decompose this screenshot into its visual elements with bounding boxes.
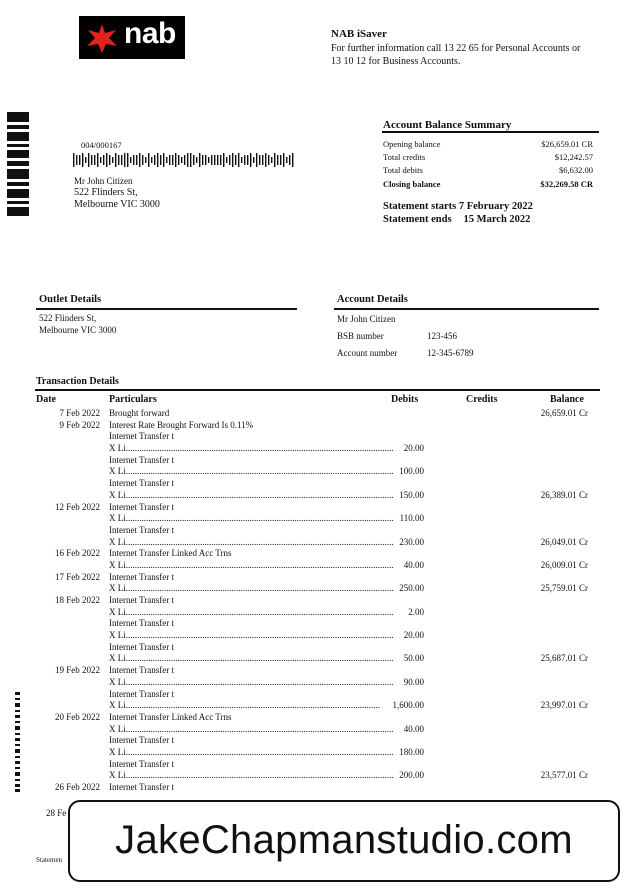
transactions-divider (35, 389, 600, 391)
customer-name: Mr John Citizen (74, 176, 133, 186)
header-particulars: Particulars (109, 394, 157, 405)
transaction-row (0, 583, 633, 595)
barcode-bar (202, 155, 203, 165)
transaction-row (0, 782, 633, 794)
transaction-row (0, 548, 633, 560)
summary-value: $6,632.00 (559, 165, 593, 176)
transaction-reference: X Li ..... (109, 490, 394, 502)
barcode-bar (241, 157, 242, 163)
transaction-row (0, 665, 633, 677)
barcode-bar (286, 157, 287, 163)
summary-value: $12,242.57 (554, 152, 593, 163)
mailing-code: 004/000167 (81, 140, 122, 150)
barcode-bar (274, 153, 275, 167)
transaction-reference: X Li ..... (109, 770, 394, 782)
transaction-row (0, 595, 633, 607)
account-divider (334, 308, 599, 310)
barcode-bar (103, 155, 104, 165)
barcode-bar (190, 153, 191, 167)
star-icon (85, 23, 119, 53)
transaction-date: 26 Feb 2022 (55, 782, 100, 792)
transaction-date: 20 Feb 2022 (55, 711, 100, 722)
transaction-row (0, 712, 633, 724)
transaction-row (0, 677, 633, 689)
transaction-particulars: Internet Transfer Linked Acc Trns (109, 711, 232, 722)
transaction-row (0, 490, 633, 502)
transaction-row (0, 537, 633, 549)
transaction-date: 12 Feb 2022 (55, 501, 100, 512)
outlet-divider (36, 308, 297, 310)
transaction-balance: 26,049.01 Cr (540, 536, 588, 547)
transaction-row (0, 502, 633, 514)
transaction-row (0, 724, 633, 736)
transaction-particulars: Internet Transfer Linked Acc Trns (109, 548, 232, 559)
barcode-bar (268, 155, 269, 165)
transaction-row (0, 700, 633, 712)
barcode-bar (259, 155, 260, 165)
barcode-bar (127, 153, 128, 167)
barcode-bar (280, 155, 281, 165)
barcode-bar (73, 153, 74, 167)
start-date: 7 February 2022 (458, 201, 533, 212)
barcode-bar (145, 157, 146, 163)
transaction-particulars: Internet Transfer t (109, 524, 174, 535)
barcode-bar (178, 155, 179, 165)
barcode-bar (172, 155, 173, 165)
summary-title: Account Balance Summary (383, 119, 512, 131)
outlet-title: Outlet Details (39, 294, 102, 305)
barcode-bar (94, 155, 95, 165)
watermark-banner: JakeChapmanstudio.com (68, 800, 620, 882)
transaction-debit: 110.00 (394, 513, 424, 525)
barcode-bar (217, 155, 218, 165)
transaction-row (0, 759, 633, 771)
transaction-row (0, 455, 633, 467)
transaction-reference: X Li ..... (109, 747, 394, 759)
transaction-debit: 200.00 (394, 770, 424, 782)
transaction-row (0, 408, 633, 420)
barcode-bar (196, 157, 197, 163)
transaction-particulars: Internet Transfer t (109, 571, 174, 582)
transaction-particulars: Internet Transfer t (109, 454, 174, 465)
transaction-particulars: Brought forward (109, 408, 170, 418)
outlet-street: 522 Flinders St, (39, 313, 97, 323)
transaction-row (0, 607, 633, 619)
barcode-bar (289, 155, 290, 165)
transaction-row (0, 642, 633, 654)
transaction-particulars: Internet Transfer t (109, 665, 174, 676)
transaction-reference: X Li ..... (109, 607, 394, 619)
bsb-label: BSB number (337, 331, 384, 341)
barcode-bar (79, 155, 80, 165)
logo-text: nab (124, 17, 176, 50)
transaction-reference: X Li ..... (109, 677, 394, 689)
transaction-balance: 25,759.01 Cr (540, 583, 588, 594)
barcode-bar (169, 155, 170, 165)
barcode-bar (250, 153, 251, 167)
account-number-row (337, 348, 474, 365)
transaction-particulars: Internet Transfer t (109, 431, 174, 442)
transaction-debit: 20.00 (394, 443, 424, 455)
postal-barcode (73, 153, 295, 169)
barcode-bar (283, 153, 284, 167)
account-name: Mr John Citizen (337, 314, 396, 324)
transaction-particulars: Internet Transfer t (109, 641, 174, 652)
transaction-debit: 100.00 (394, 466, 424, 478)
transaction-balance: 26,009.01 Cr (540, 559, 588, 570)
barcode-bar (223, 153, 224, 167)
transaction-row (0, 689, 633, 701)
barcode-bar (148, 153, 149, 167)
barcode-bar (235, 155, 236, 165)
barcode-bar (97, 153, 98, 167)
transaction-reference: X Li ..... (109, 443, 394, 455)
transaction-debit: 40.00 (394, 560, 424, 572)
product-info: For further information call 13 22 65 for Personal Accounts or 13 10 12 for Business Accounts. (331, 43, 581, 67)
barcode-bar (187, 153, 188, 167)
transaction-reference: X Li ..... (109, 537, 394, 549)
summary-row (383, 150, 593, 163)
summary-label: Total credits (383, 152, 426, 163)
transaction-row (0, 770, 633, 782)
barcode-bar (115, 153, 116, 167)
outlet-city: Melbourne VIC 3000 (39, 325, 117, 335)
transaction-debit: 230.00 (394, 537, 424, 549)
end-label: Statement ends (383, 214, 452, 225)
transaction-row (0, 513, 633, 525)
statement-period (383, 200, 533, 226)
barcode-bar (214, 155, 215, 165)
transactions-title: Transaction Details (36, 376, 119, 387)
summary-label: Closing balance (383, 178, 441, 189)
transaction-date: 7 Feb 2022 (59, 408, 100, 418)
barcode-bar (292, 153, 293, 167)
transaction-particulars: Internet Transfer t (109, 595, 174, 605)
bsb-value: 123-456 (427, 331, 457, 341)
barcode-bar (232, 153, 233, 167)
barcode-bar (262, 155, 263, 165)
barcode-bar (205, 155, 206, 165)
barcode-bar (133, 155, 134, 165)
barcode-bar (229, 155, 230, 165)
barcode-bar (112, 157, 113, 163)
summary-row (383, 164, 593, 177)
transaction-date: 16 Feb 2022 (55, 548, 100, 559)
summary-row (383, 137, 593, 150)
transaction-row (0, 560, 633, 572)
barcode-bar (109, 155, 110, 165)
barcode-bar (139, 153, 140, 167)
transaction-row (0, 735, 633, 747)
transaction-date: 19 Feb 2022 (55, 665, 100, 676)
summary-value: $32,269.58 CR (540, 178, 593, 189)
barcode-bar (184, 155, 185, 165)
transaction-debit: 180.00 (394, 747, 424, 759)
transaction-particulars: Interest Rate Brought Forward Is 0.11% (109, 419, 254, 430)
transaction-particulars: Internet Transfer t (109, 782, 174, 792)
transaction-debit: 2.00 (394, 607, 424, 619)
transaction-particulars: Internet Transfer t (109, 735, 174, 746)
transaction-row (0, 443, 633, 455)
transaction-reference: X Li ..... (109, 560, 394, 572)
account-title: Account Details (337, 294, 408, 305)
barcode-bar (160, 155, 161, 165)
transaction-particulars: Internet Transfer t (109, 478, 174, 489)
summary-row (383, 177, 593, 190)
transaction-row (0, 466, 633, 478)
summary-label: Total debits (383, 165, 423, 176)
transaction-reference: X Li ..... (109, 466, 394, 478)
barcode-bar (220, 155, 221, 165)
transaction-reference: X Li ..... (109, 724, 394, 736)
transaction-debit: 90.00 (394, 677, 424, 689)
barcode-bar (271, 157, 272, 163)
barcode-bar (181, 157, 182, 163)
outlet-address (39, 312, 116, 336)
barcode-bar (106, 153, 107, 167)
barcode-bar (151, 157, 152, 163)
product-name: NAB iSaver (331, 28, 387, 40)
barcode-bar (166, 157, 167, 163)
start-label: Statement starts (383, 201, 457, 212)
barcode-bar (85, 157, 86, 163)
barcode-bar (265, 153, 266, 167)
transaction-particulars: Internet Transfer t (109, 501, 174, 512)
header-date: Date (36, 394, 56, 405)
end-date: 15 March 2022 (463, 214, 531, 225)
address-street: 522 Flinders St, (74, 187, 138, 198)
account-number-label: Account number (337, 348, 398, 358)
hidden-row-date: 28 Fe (46, 808, 67, 818)
transaction-date: 18 Feb 2022 (55, 595, 100, 605)
barcode-bar (244, 155, 245, 165)
barcode-bar (199, 153, 200, 167)
barcode-bar (88, 153, 89, 167)
barcode-bar (253, 157, 254, 163)
barcode-bar (136, 155, 137, 165)
transactions-header (36, 394, 588, 406)
barcode-bar (175, 153, 176, 167)
barcode-bar (238, 153, 239, 167)
transaction-reference: X Li ..... (109, 583, 394, 595)
transaction-row (0, 630, 633, 642)
transaction-debit: 50.00 (394, 653, 424, 665)
nab-logo (79, 16, 185, 59)
transaction-debit: 250.00 (394, 583, 424, 595)
transaction-particulars: Internet Transfer t (109, 688, 174, 699)
summary-table (383, 137, 593, 191)
transaction-date: 17 Feb 2022 (55, 571, 100, 582)
barcode-bar (154, 155, 155, 165)
barcode-bar (193, 155, 194, 165)
barcode-bar (118, 155, 119, 165)
account-info (337, 314, 474, 365)
transaction-row (0, 525, 633, 537)
transaction-reference: X Li ..... (109, 513, 394, 525)
side-barcode-top (7, 112, 29, 216)
barcode-bar (121, 155, 122, 165)
transaction-balance: 26,389.01 Cr (540, 489, 588, 500)
summary-label: Opening balance (383, 138, 441, 149)
transaction-date: 9 Feb 2022 (59, 419, 100, 430)
barcode-bar (247, 155, 248, 165)
barcode-bar (82, 153, 83, 167)
transaction-reference: X Li ..... (109, 630, 394, 642)
transactions-table (0, 408, 633, 803)
transaction-debit: 150.00 (394, 490, 424, 502)
barcode-bar (76, 155, 77, 165)
transaction-balance: 23,577.01 Cr (540, 770, 588, 781)
barcode-bar (124, 153, 125, 167)
barcode-bar (208, 157, 209, 163)
transaction-balance: 25,687.01 Cr (540, 653, 588, 664)
barcode-bar (226, 157, 227, 163)
barcode-bar (91, 155, 92, 165)
summary-divider (382, 131, 599, 133)
transaction-particulars: Internet Transfer t (109, 618, 174, 629)
transaction-debit: 40.00 (394, 724, 424, 736)
transaction-balance: 26,659.01 Cr (540, 408, 588, 418)
header-credits: Credits (466, 394, 498, 405)
barcode-bar (142, 155, 143, 165)
mailing-address (74, 175, 160, 211)
transaction-row (0, 618, 633, 630)
barcode-bar (130, 157, 131, 163)
transaction-reference: X Li ..... (109, 653, 394, 665)
address-city: Melbourne VIC 3000 (74, 199, 160, 210)
transaction-particulars: Internet Transfer t (109, 758, 174, 769)
barcode-bar (211, 155, 212, 165)
header-balance: Balance (550, 394, 584, 405)
transaction-row (0, 420, 633, 432)
transaction-debit: 1,600.00 (380, 700, 424, 712)
barcode-bar (256, 153, 257, 167)
header-debits: Debits (391, 394, 419, 405)
transaction-reference: X Li ..... (109, 700, 394, 712)
bsb-row (337, 331, 474, 348)
transaction-balance: 23,997.01 Cr (540, 700, 588, 711)
barcode-bar (157, 153, 158, 167)
transaction-row (0, 747, 633, 759)
barcode-bar (163, 153, 164, 167)
transaction-debit: 20.00 (394, 630, 424, 642)
account-number-value: 12-345-6789 (427, 348, 474, 358)
footer-text: Statemen (36, 856, 63, 864)
barcode-bar (277, 155, 278, 165)
transaction-row (0, 431, 633, 443)
transaction-row (0, 478, 633, 490)
summary-value: $26,659.01 CR (541, 138, 593, 149)
transaction-row (0, 572, 633, 584)
transaction-row (0, 653, 633, 665)
barcode-bar (100, 157, 101, 163)
